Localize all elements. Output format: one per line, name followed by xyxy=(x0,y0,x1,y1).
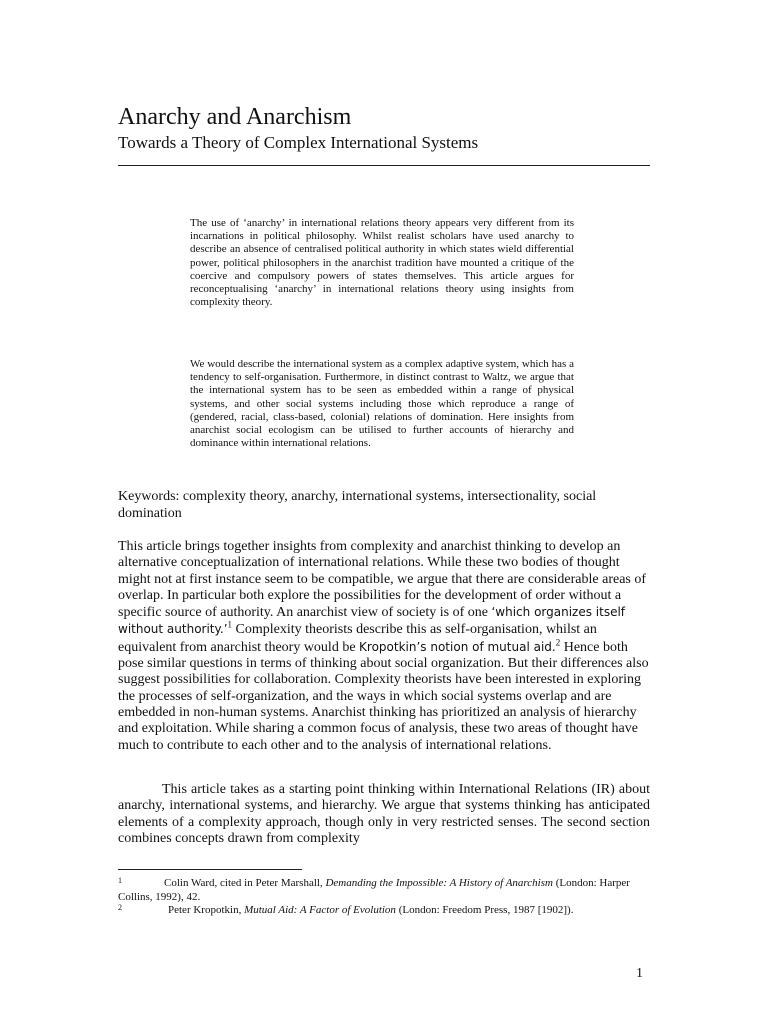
title-divider xyxy=(118,165,650,166)
footnote-text: Colin Ward, cited in Peter Marshall, xyxy=(164,877,326,889)
footnote-1 xyxy=(118,876,650,904)
footnote-text: (London: Harper Collins, 1992), 42. xyxy=(118,877,630,903)
footnote-ref-2: 2 xyxy=(555,637,561,648)
body-text-segment: Hence both pose similar questions in terms of thinking about social organization. But their differences also suggest possibilities for collaboration. Complexity theorists have been interested in exploring the processes of self-organization, and the ways in which social systems overlap and are embedded in non-human systems. Anarchist thinking has prioritized an analysis of hierarchy and exploitation. While sharing a common focus of analysis, these two areas of thought have much to contribute to each other and to the analysis of international relations. xyxy=(118,639,649,753)
body-paragraph-2: This article takes as a starting point thinking within International Relations (IR) about anarchy, international systems, and hierarchy. We argue that systems thinking has anticipated elements of a complexity approach, though only in very restricted senses. The second section combines concepts drawn from complexity xyxy=(118,782,650,846)
page-number: 1 xyxy=(636,966,643,981)
document-title: Anarchy and Anarchism xyxy=(118,104,352,130)
abstract-paragraph-2: We would describe the international system as a complex adaptive system, which has a tendency to self-organisation. Furthermore, in distinct contrast to Waltz, we argue that the international system has to be seen as embedded within a range of physical systems, and other social systems including those which reproduce a range of (gendered, racial, class-based, colonial) relations of domination. Here insights from anarchist social ecologism can be utilised to further accounts of hierarchy and dominance within international relations. xyxy=(190,358,574,450)
footnote-book-title: Mutual Aid: A Factor of Evolution xyxy=(244,904,396,916)
footnote-book-title: Demanding the Impossible: A History of Anarchism xyxy=(325,877,553,889)
footnote-divider xyxy=(118,869,302,870)
footnote-text: (London: Freedom Press, 1987 [1902]). xyxy=(395,904,574,916)
body-paragraph-1 xyxy=(118,539,650,754)
body-text-segment: Complexity theorists describe this as self-organisation, whilst an equivalent from anarchist theory would be xyxy=(118,622,597,655)
footnote-ref-1: 1 xyxy=(227,619,233,630)
keywords: Keywords: complexity theory, anarchy, international systems, intersectionality, social domination xyxy=(118,489,597,521)
document-subtitle: Towards a Theory of Complex International Systems xyxy=(118,133,479,152)
footnote-number: 1 xyxy=(118,876,122,885)
kropotkin-quote: Kropotkin’s notion of mutual aid. xyxy=(359,639,556,654)
footnote-text: Peter Kropotkin, xyxy=(168,904,245,916)
ward-quote: ‘which organizes itself without authority.’ xyxy=(118,605,626,637)
abstract-paragraph-1: The use of ‘anarchy’ in international relations theory appears very different from its incarnations in political philosophy. Whilst realist scholars have used anarchy to describe an absence of centralised political authority in which states wield differential power, political philosophers in the anarchist tradition have mounted a critique of the coercive and compulsory powers of states themselves. This article argues for reconceptualising ‘anarchy’ in international relations theory using insights from complexity theory. xyxy=(190,217,574,309)
footnote-2 xyxy=(118,903,650,917)
body-text-segment: This article brings together insights from complexity and anarchist thinking to develop an alternative conceptualization of international relations. While these two bodies of thought might not at first instance seem to be compatible, we argue that there are considerable areas of overlap. In particular both explore the possibilities for the development of order without a specific source of authority. An anarchist view of society is of one xyxy=(118,539,647,621)
footnote-number: 2 xyxy=(118,903,122,912)
